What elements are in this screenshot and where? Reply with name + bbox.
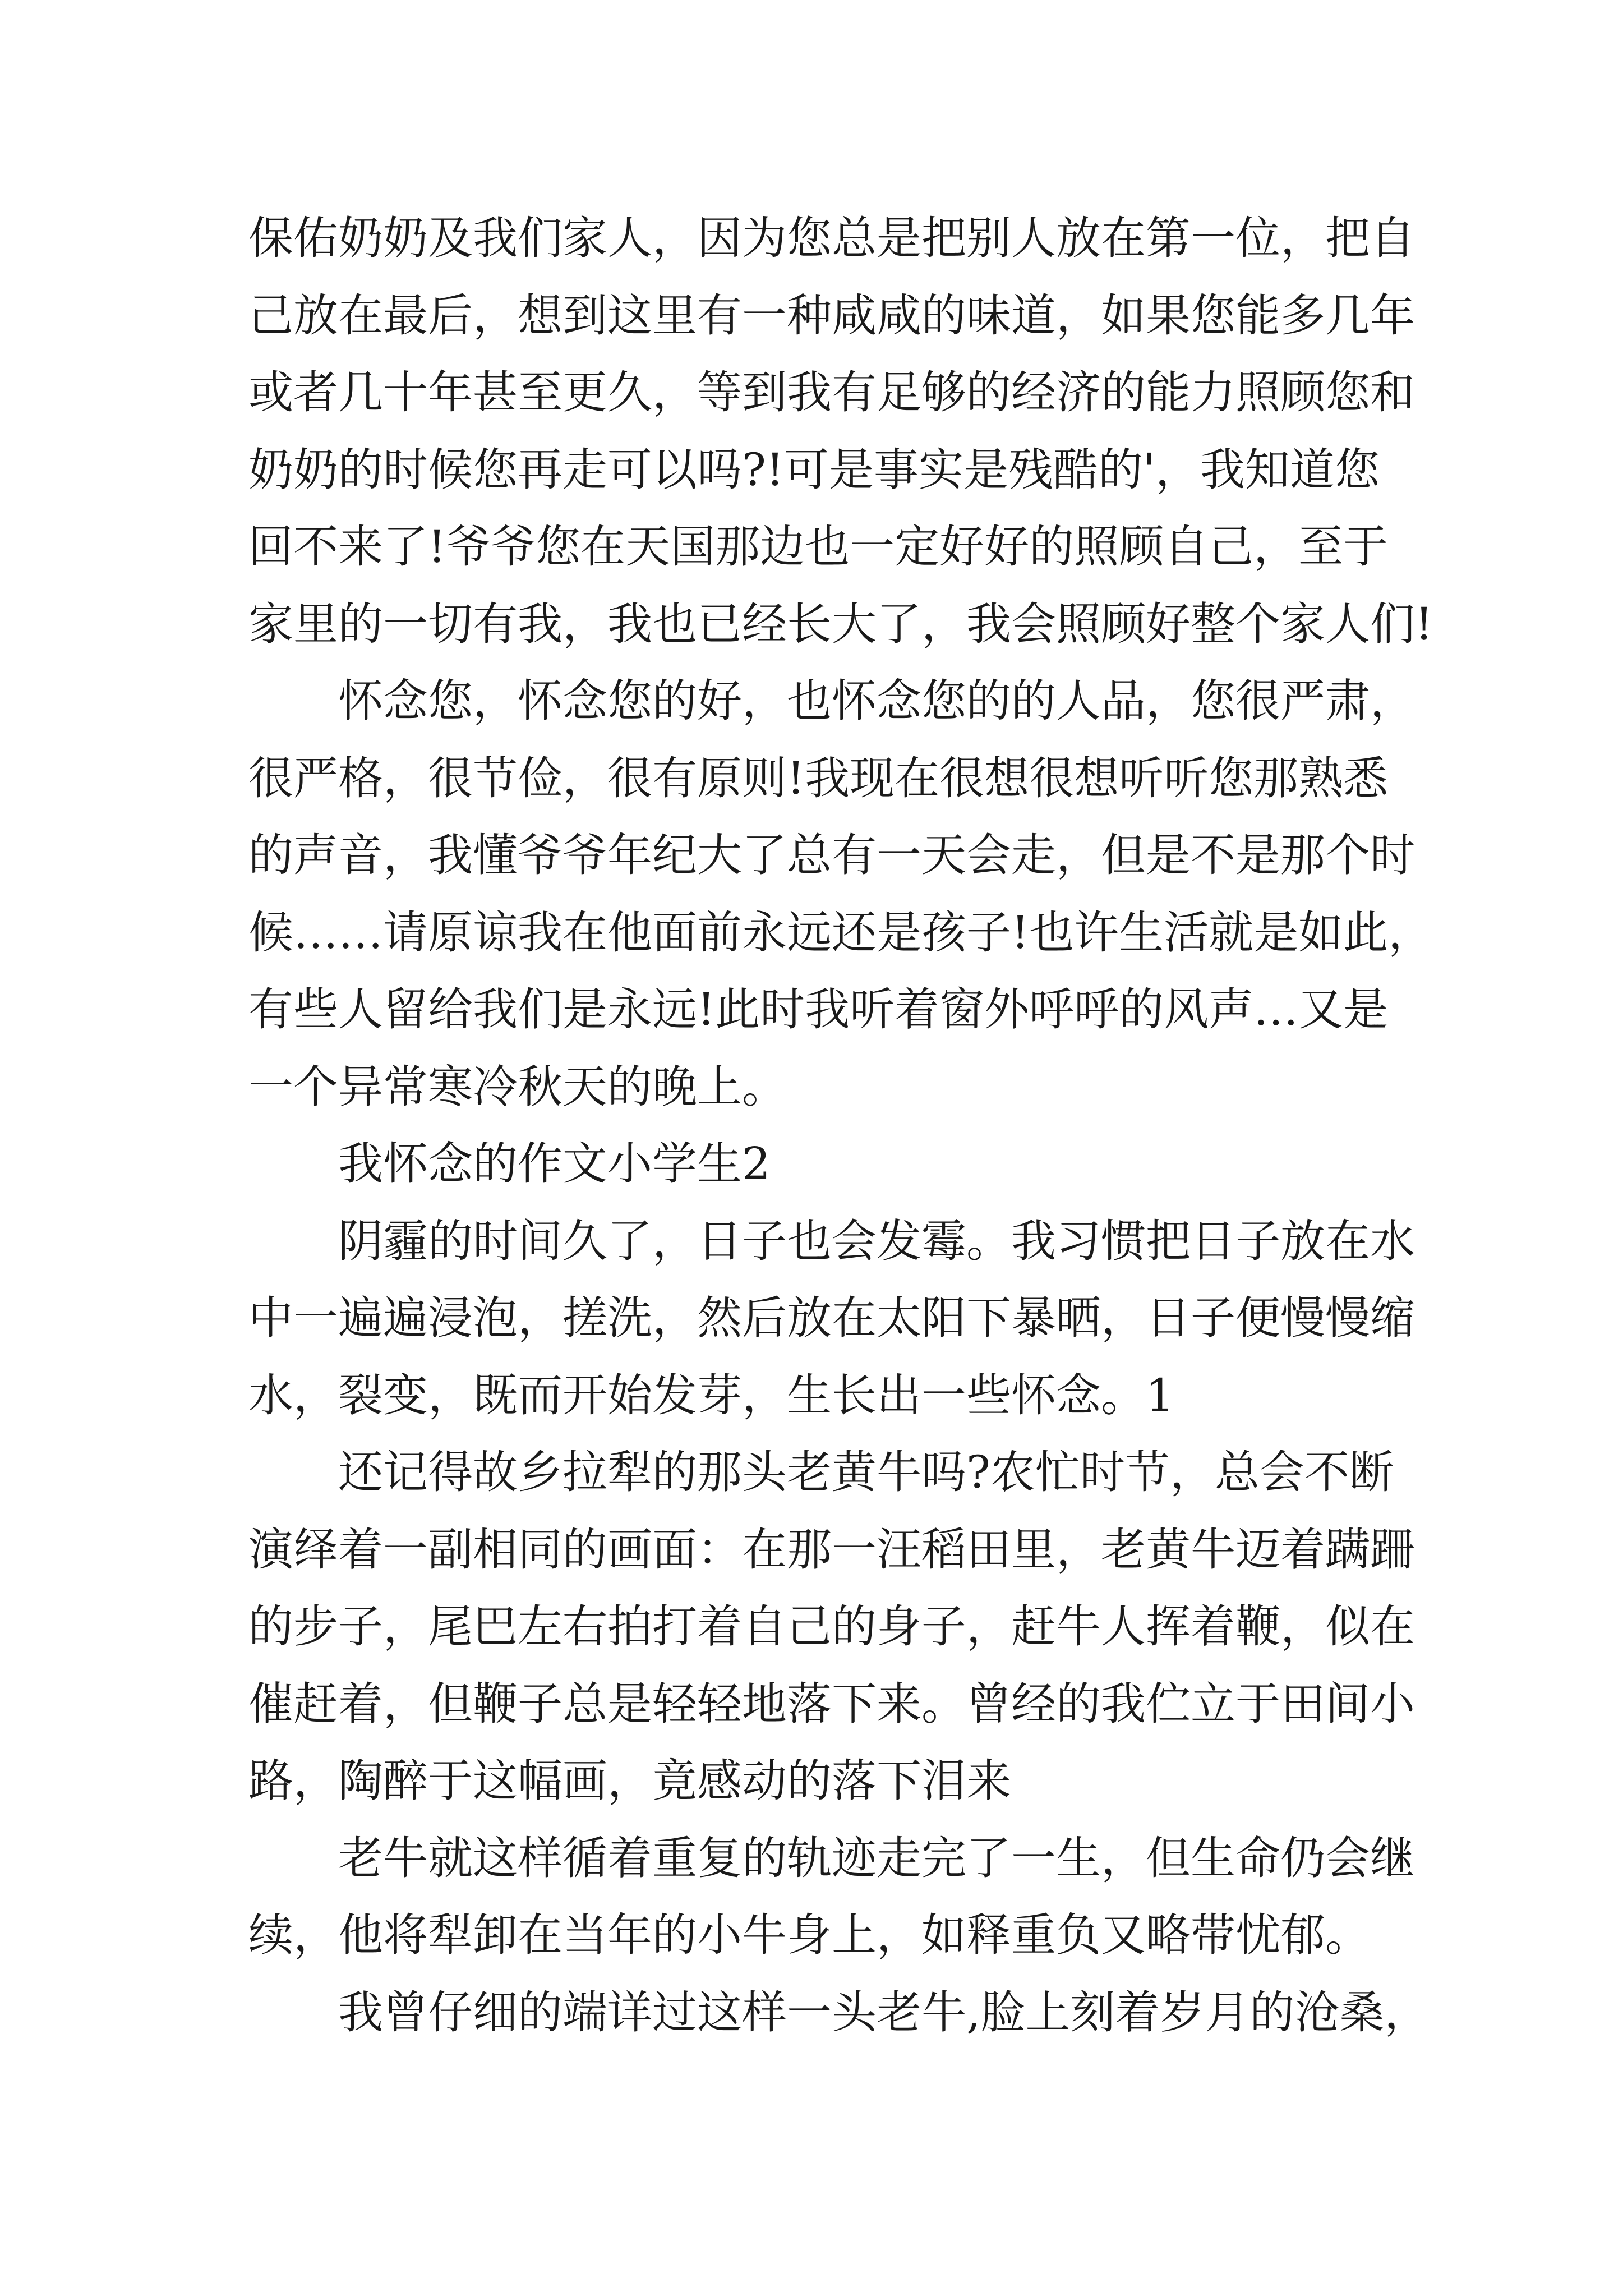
text-line: 己放在最后，想到这里有一种咸咸的味道，如果您能多几年 — [248, 289, 1415, 342]
paragraph-first-line: 怀念您，怀念您的好，也怀念您的的人品，您很严肃， — [338, 675, 1415, 727]
text-line: 中一遍遍浸泡，搓洗，然后放在太阳下暴晒，日子便慢慢缩 — [248, 1292, 1415, 1344]
text-line: 很严格，很节俭，很有原则!我现在很想很想听听您那熟悉 — [248, 752, 1389, 804]
paragraph-first-line: 还记得故乡拉犁的那头老黄牛吗?农忙时节，总会不断 — [338, 1446, 1394, 1498]
text-line: 一个异常寒冷秋天的晚上。 — [248, 1060, 787, 1113]
text-line: 或者几十年甚至更久，等到我有足够的经济的能力照顾您和 — [248, 366, 1415, 418]
text-line: 演绎着一副相同的画面：在那一汪稻田里，老黄牛迈着蹒跚 — [248, 1523, 1415, 1576]
text-line: 有些人留给我们是永远!此时我听着窗外呼呼的风声…又是 — [248, 983, 1389, 1036]
section-heading: 我怀念的作文小学生2 — [338, 1138, 771, 1190]
text-line: 回不来了!爷爷您在天国那边也一定好好的照顾自己，至于 — [248, 521, 1389, 573]
text-line: 家里的一切有我，我也已经长大了，我会照顾好整个家人们! — [248, 597, 1433, 650]
paragraph-first-line: 我曾仔细的端详过这样一头老牛,脸上刻着岁月的沧桑， — [338, 1986, 1430, 2039]
text-line: 水，裂变，既而开始发芽，生长出一些怀念。1 — [248, 1369, 1174, 1421]
text-line: 奶奶的时候您再走可以吗?!可是事实是残酷的'，我知道您 — [248, 443, 1380, 496]
text-line: 候……请原谅我在他面前永远还是孩子!也许生活就是如此， — [248, 906, 1433, 959]
text-line: 续，他将犁卸在当年的小牛身上，如释重负又略带忧郁。 — [248, 1909, 1370, 1961]
text-line: 催赶着，但鞭子总是轻轻地落下来。曾经的我伫立于田间小 — [248, 1677, 1415, 1730]
body-text — [248, 200, 1433, 2051]
text-line: 的声音，我懂爷爷年纪大了总有一天会走，但是不是那个时 — [248, 829, 1415, 881]
text-line: 路，陶醉于这幅画，竟感动的落下泪来 — [248, 1755, 1011, 1807]
text-line: 保佑奶奶及我们家人，因为您总是把别人放在第一位，把自 — [248, 212, 1415, 264]
paragraph-first-line: 阴霾的时间久了，日子也会发霉。我习惯把日子放在水 — [338, 1214, 1415, 1267]
paragraph-first-line: 老牛就这样循着重复的轨迹走完了一生，但生命仍会继 — [338, 1832, 1415, 1884]
text-line: 的步子，尾巴左右拍打着自己的身子，赶牛人挥着鞭，似在 — [248, 1600, 1415, 1653]
